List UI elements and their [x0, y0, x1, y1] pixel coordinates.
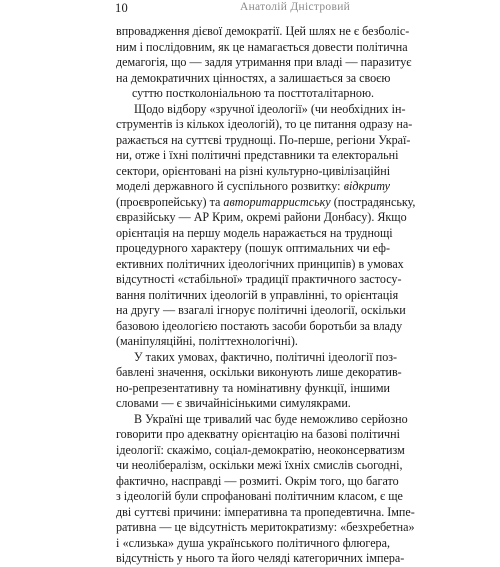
text-line: В Україні ще тривалий час буде неможливо серйозно — [134, 411, 408, 426]
text-line: з ідеологій були спрофанованi політичним класом, є ще — [116, 489, 403, 503]
text-line: словами — є звичайнісінькими симулякрами. — [116, 396, 351, 410]
paragraph — [116, 411, 415, 567]
paragraph — [116, 101, 416, 350]
text-line: ративна — це відсутність меритократизму: «безхребетна» — [116, 520, 415, 534]
text-line: моделі державного й суспільного розвитку: відкриту — [116, 179, 390, 193]
text-line: фактично, насправді — розмиті. Окрім того, що багато — [116, 473, 399, 488]
paragraph — [116, 24, 412, 102]
text-line: чи неолібералізм, оскільки межі їхніх смислів сьогодні, — [116, 458, 403, 472]
text-line: У таких умовах, фактично, політичні ідеології поз- — [134, 349, 398, 364]
text-line: впровадження дієвої демократії. Цей шлях не є безболіс- — [116, 24, 410, 38]
text-line: на демократичних цінностях, а залишається за своєю — [116, 70, 391, 85]
text-line: орієнтація на першу модель наражається на труднощі — [116, 225, 393, 240]
text-line: бавлені значення, оскільки виконують лише декоратив- — [116, 365, 402, 379]
text-line: ним і послідовним, як це намагається довести політична — [116, 39, 408, 54]
text-line: вання політичних ідеологій в управлінні, то орієнтація — [116, 287, 399, 302]
text-line: і «слизька» душа українського політичного флюгера, — [116, 535, 390, 550]
text-line: процедурного характеру (пошук оптимальних чи еф- — [116, 241, 390, 255]
running-head: Анатолій Дністровий — [240, 1, 351, 13]
text-line: суттю постколоніальною та посттоталітарною. — [131, 86, 375, 100]
text-line: говорити про адекватну орієнтацію на базові політичні — [116, 427, 400, 441]
text-line: (проєвропейську) та авторитарристську (пострадянську, — [116, 194, 416, 209]
text-line: ективних політичних ідеологічних принципів) в умовах — [116, 256, 404, 271]
text-line: на другу — взагалі ігнорує політичні ідеології, оскільки — [116, 303, 406, 317]
page-header — [0, 0, 500, 22]
text-line: струментів із кількох ідеологій), то це питання одразу на- — [116, 117, 413, 131]
text-line: демагогія, що — задля утримання при владі — паразитує — [116, 55, 412, 69]
body-text — [116, 24, 416, 567]
text-line: сектори, орієнтовані на різні культурно-цивілізаційні — [116, 163, 391, 178]
text-line: дві суттєві причини: імперативна та пропедевтична. Імпе- — [116, 504, 415, 519]
text-line: євразійську — АР Крим, окремі райони Донбасу). Якщо — [116, 210, 407, 224]
text-line: базовою ідеологією постають засоби боротьби за владу — [116, 318, 403, 333]
paragraph — [116, 349, 402, 412]
text-line: відсутності «стабільної» традиції практичного застосу- — [116, 272, 402, 286]
text-line: (маніпуляційні, політтехнологічні). — [116, 334, 298, 348]
text-line: відсутність у нього та його челяді категоричних імпера- — [116, 551, 405, 565]
text-line: ражається на суттєві труднощі. По-перше, регіони Украї- — [116, 132, 411, 147]
text-line: Щодо відбору «зручної ідеології» (чи необхідних ін- — [134, 101, 406, 116]
page-number: 10 — [115, 1, 128, 15]
text-line: но-репрезентативну та номінативну функції, іншими — [116, 380, 390, 395]
text-line: ни, отже і їхні політичні представники та електоральні — [116, 148, 399, 162]
text-line: ідеології: скажімо, соціал-демократію, неоконсерватизм — [116, 442, 405, 457]
